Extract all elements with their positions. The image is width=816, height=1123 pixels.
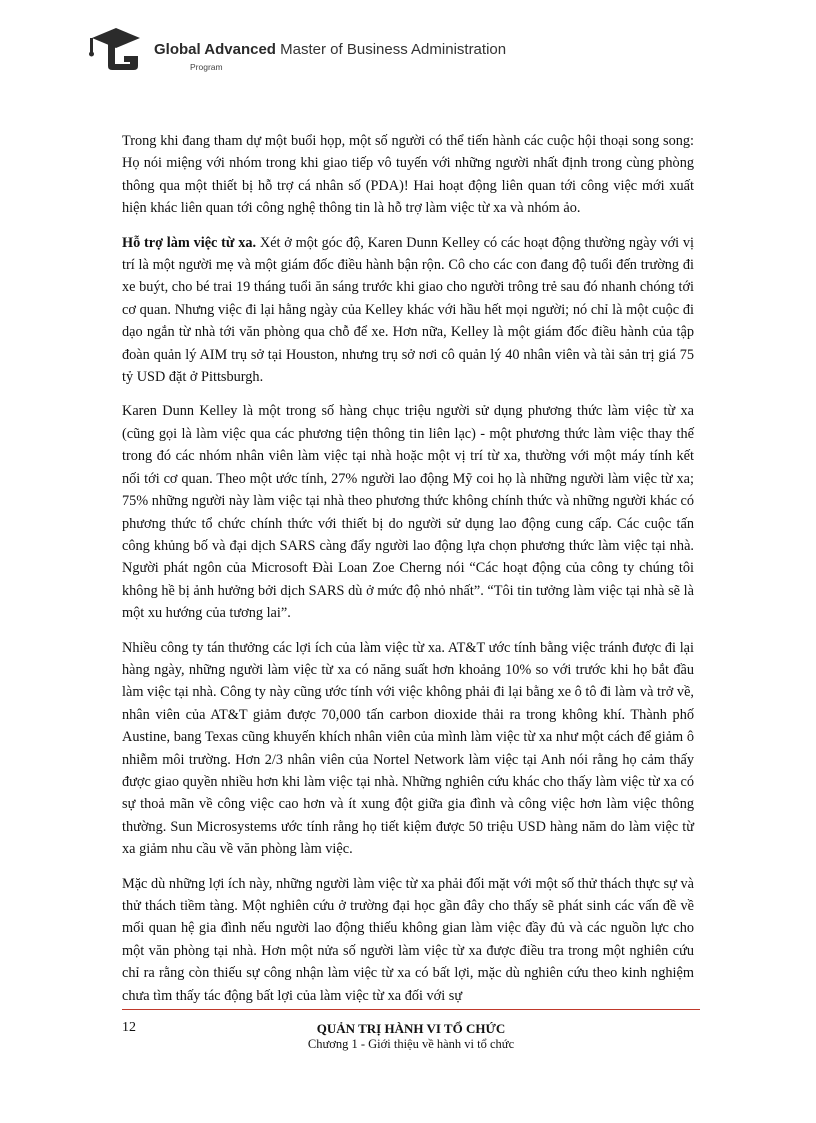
paragraph-lead: Hỗ trợ làm việc từ xa. — [122, 234, 257, 251]
document-body — [122, 130, 694, 1019]
brand-name-rest: Master of Business Administration — [280, 41, 507, 58]
graduation-cap-g-logo-icon — [86, 22, 146, 74]
paragraph — [122, 873, 694, 1007]
paragraph — [122, 130, 694, 220]
brand-name — [154, 41, 506, 58]
paragraph — [122, 232, 694, 389]
brand-name-bold: Global Advanced — [154, 41, 276, 58]
paragraph-text: Trong khi đang tham dự một buổi họp, một số người có thể tiến hành các cuộc hội thoại song song: Họ nói miệng với nhóm trong khi giao tiếp vô tuyến với những người nhất định trong cùng phòng thông qua một thiết bị hỗ trợ cá nhân số (PDA)! Hai hoạt động liên quan tới công việc mới xuất hiện khác liên quan tới công nghệ thông tin là hỗ trợ làm việc từ xa và nhóm ảo. — [122, 133, 694, 217]
paragraph-text: Mặc dù những lợi ích này, những người làm việc từ xa phải đối mặt với một số thử thách thực sự và thử thách tiềm tàng. Một nghiên cứu ở trường đại học gần đây cho thấy sẽ phát sinh các vấn đề về mối quan hệ gia đình nếu người lao động thiếu không gian làm việc đầy đủ và các nguồn lực cho một văn phòng tại nhà. Hơn một nửa số người làm việc từ xa được điều tra trong một nghiên cứu chỉ ra rằng còn thiếu sự công nhận làm việc từ xa có bất lợi, mặc dù nghiên cứu theo kinh nghiệm chưa tìm thấy tác động bất lợi của làm việc từ xa đối với sự — [122, 875, 694, 1004]
paragraph-text: Nhiều công ty tán thưởng các lợi ích của làm việc từ xa. AT&T ước tính bằng việc tránh được đi lại hàng ngày, những người làm việc từ xa có năng suất hơn khoảng 10% so với trước khi họ bắt đầu làm việc tại nhà. Công ty này cũng ước tính với việc không phải đi lại bằng xe ô tô đi làm và trở về, nhân viên của AT&T giảm được 70,000 tấn carbon dioxide thải ra trong không khí. Thành phố Austine, bang Texas cũng khuyến khích nhân viên của mình làm việc từ xa như một cách để giảm ô nhiễm môi trường. Hơn 2/3 nhân viên của Nortel Network làm việc tại Anh nói rằng họ cảm thấy được giao quyền nhiều hơn khi làm việc tại nhà. Những nghiên cứu khác cho thấy làm việc từ xa có sự thoả mãn về công việc cao hơn và ít xung đột giữa gia đình và công việc hơn làm việc thông thường. Sun Microsystems ước tính rằng họ tiết kiệm được 50 triệu USD hàng năm do làm việc từ xa giảm nhu cầu về văn phòng làm việc. — [122, 639, 694, 858]
brand-subtitle: Program — [190, 62, 223, 72]
paragraph-text: Karen Dunn Kelley là một trong số hàng chục triệu người sử dụng phương thức làm việc từ xa (cũng gọi là làm việc qua các phương tiện thông tin liên lạc) - một phương thức làm việc thay thế trong đó các nhóm nhân viên làm việc tại nhà hoặc một vị trí từ xa, thường với một máy tính kết nối tới cơ quan. Theo một ước tính, 27% người lao động Mỹ coi họ là những người làm việc từ xa; 75% những người này làm việc tại nhà theo phương thức không chính thức và những người khác có phương thức tổ chức chính thức với thiết bị do người sử dụng lao động cung cấp. Các cuộc tấn công khủng bố và đại dịch SARS càng đẩy người lao động lựa chọn phương thức làm việc tại nhà. Người phát ngôn của Microsoft Đài Loan Zoe Cherng nói “Các hoạt động của công ty chúng tôi không hề bị ảnh hưởng bởi dịch SARS dù ở mức độ nhỏ nhất”. “Tôi tin tưởng làm việc tại nhà sẽ là một xu hướng của tương lai”. — [122, 403, 694, 622]
footer-chapter-title: Chương 1 - Giới thiệu về hành vi tổ chức — [307, 1037, 515, 1051]
paragraph — [122, 637, 694, 861]
paragraph-text: Xét ở một góc độ, Karen Dunn Kelley có các hoạt động thường ngày với vị trí là một người mẹ và một giám đốc điều hành bận rộn. Cô cho các con đang độ tuổi đến trường đi xe buýt, cho bé trai 19 tháng tuổi ăn sáng trước khi giao cho người trông trẻ sau đó nhanh chóng tới cơ quan. Nhưng việc đi lại hằng ngày của Kelley khác với hầu hết mọi người; nó chỉ là một cuộc đi dạo ngắn từ nhà tới văn phòng qua chỗ để xe. Hơn nữa, Kelley là một giám đốc điều hành của tập đoàn quản lý AIM trụ sở tại Houston, nhưng trụ sở nơi cô quản lý 40 nhân viên và tài sản trị giá 75 tỷ USD đặt ở Pittsburgh. — [122, 234, 695, 386]
footer-divider — [122, 1009, 700, 1010]
paragraph — [122, 400, 694, 624]
page-number: 12 — [122, 1020, 136, 1035]
page-header — [86, 18, 706, 78]
footer-book-title: QUẢN TRỊ HÀNH VI TỔ CHỨC — [316, 1021, 506, 1036]
